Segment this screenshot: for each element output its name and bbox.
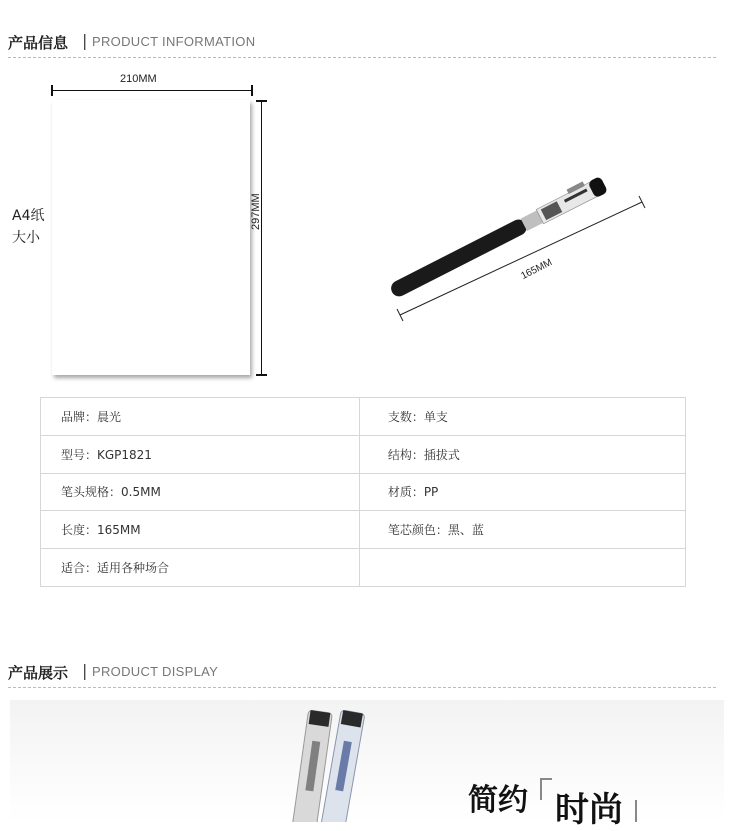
spec-cell <box>359 549 685 587</box>
table-row <box>41 398 686 436</box>
spec-table <box>40 397 686 587</box>
height-dimension-line <box>261 100 262 376</box>
pen-image <box>380 160 660 330</box>
spec-cell: 品牌：晨光 <box>41 398 360 436</box>
slogan-simple: 简约 <box>468 783 528 818</box>
bracket-left <box>540 778 552 800</box>
a4-label-line1: A4纸 <box>12 208 45 224</box>
height-dimension-label: 297MM <box>250 193 262 230</box>
section-separator: | <box>82 31 88 50</box>
spec-cell: 笔芯颜色：黑、蓝 <box>359 511 685 549</box>
pen-length-label: 165MM <box>519 257 555 282</box>
table-row <box>41 549 686 587</box>
width-dimension-label: 210MM <box>120 73 157 85</box>
dashed-divider <box>8 687 716 688</box>
slogan-fashion: 时尚 <box>555 790 623 830</box>
section-title-cn: 产品信息 <box>8 34 69 52</box>
bracket-right <box>625 800 637 822</box>
dashed-divider <box>8 57 716 58</box>
a4-size-label <box>12 205 62 249</box>
spec-cell: 适合：适用各种场合 <box>41 549 360 587</box>
section-title-cn: 产品展示 <box>8 664 69 682</box>
width-dimension-line <box>51 90 253 91</box>
spec-cell: 笔头规格：0.5MM <box>41 473 360 511</box>
table-row <box>41 473 686 511</box>
section-separator: | <box>82 661 88 680</box>
table-row <box>41 511 686 549</box>
spec-cell: 结构：插拔式 <box>359 435 685 473</box>
section-title-en: PRODUCT INFORMATION <box>92 34 256 49</box>
spec-cell: 型号：KGP1821 <box>41 435 360 473</box>
spec-cell: 材质：PP <box>359 473 685 511</box>
spec-cell: 支数：单支 <box>359 398 685 436</box>
table-row <box>41 435 686 473</box>
a4-paper <box>52 100 250 375</box>
product-display-header <box>8 660 716 684</box>
product-info-header <box>8 30 716 54</box>
spec-cell: 长度：165MM <box>41 511 360 549</box>
a4-label-line2: 大小 <box>12 230 40 246</box>
pen-measure-line <box>397 196 645 321</box>
section-title-en: PRODUCT DISPLAY <box>92 664 219 679</box>
